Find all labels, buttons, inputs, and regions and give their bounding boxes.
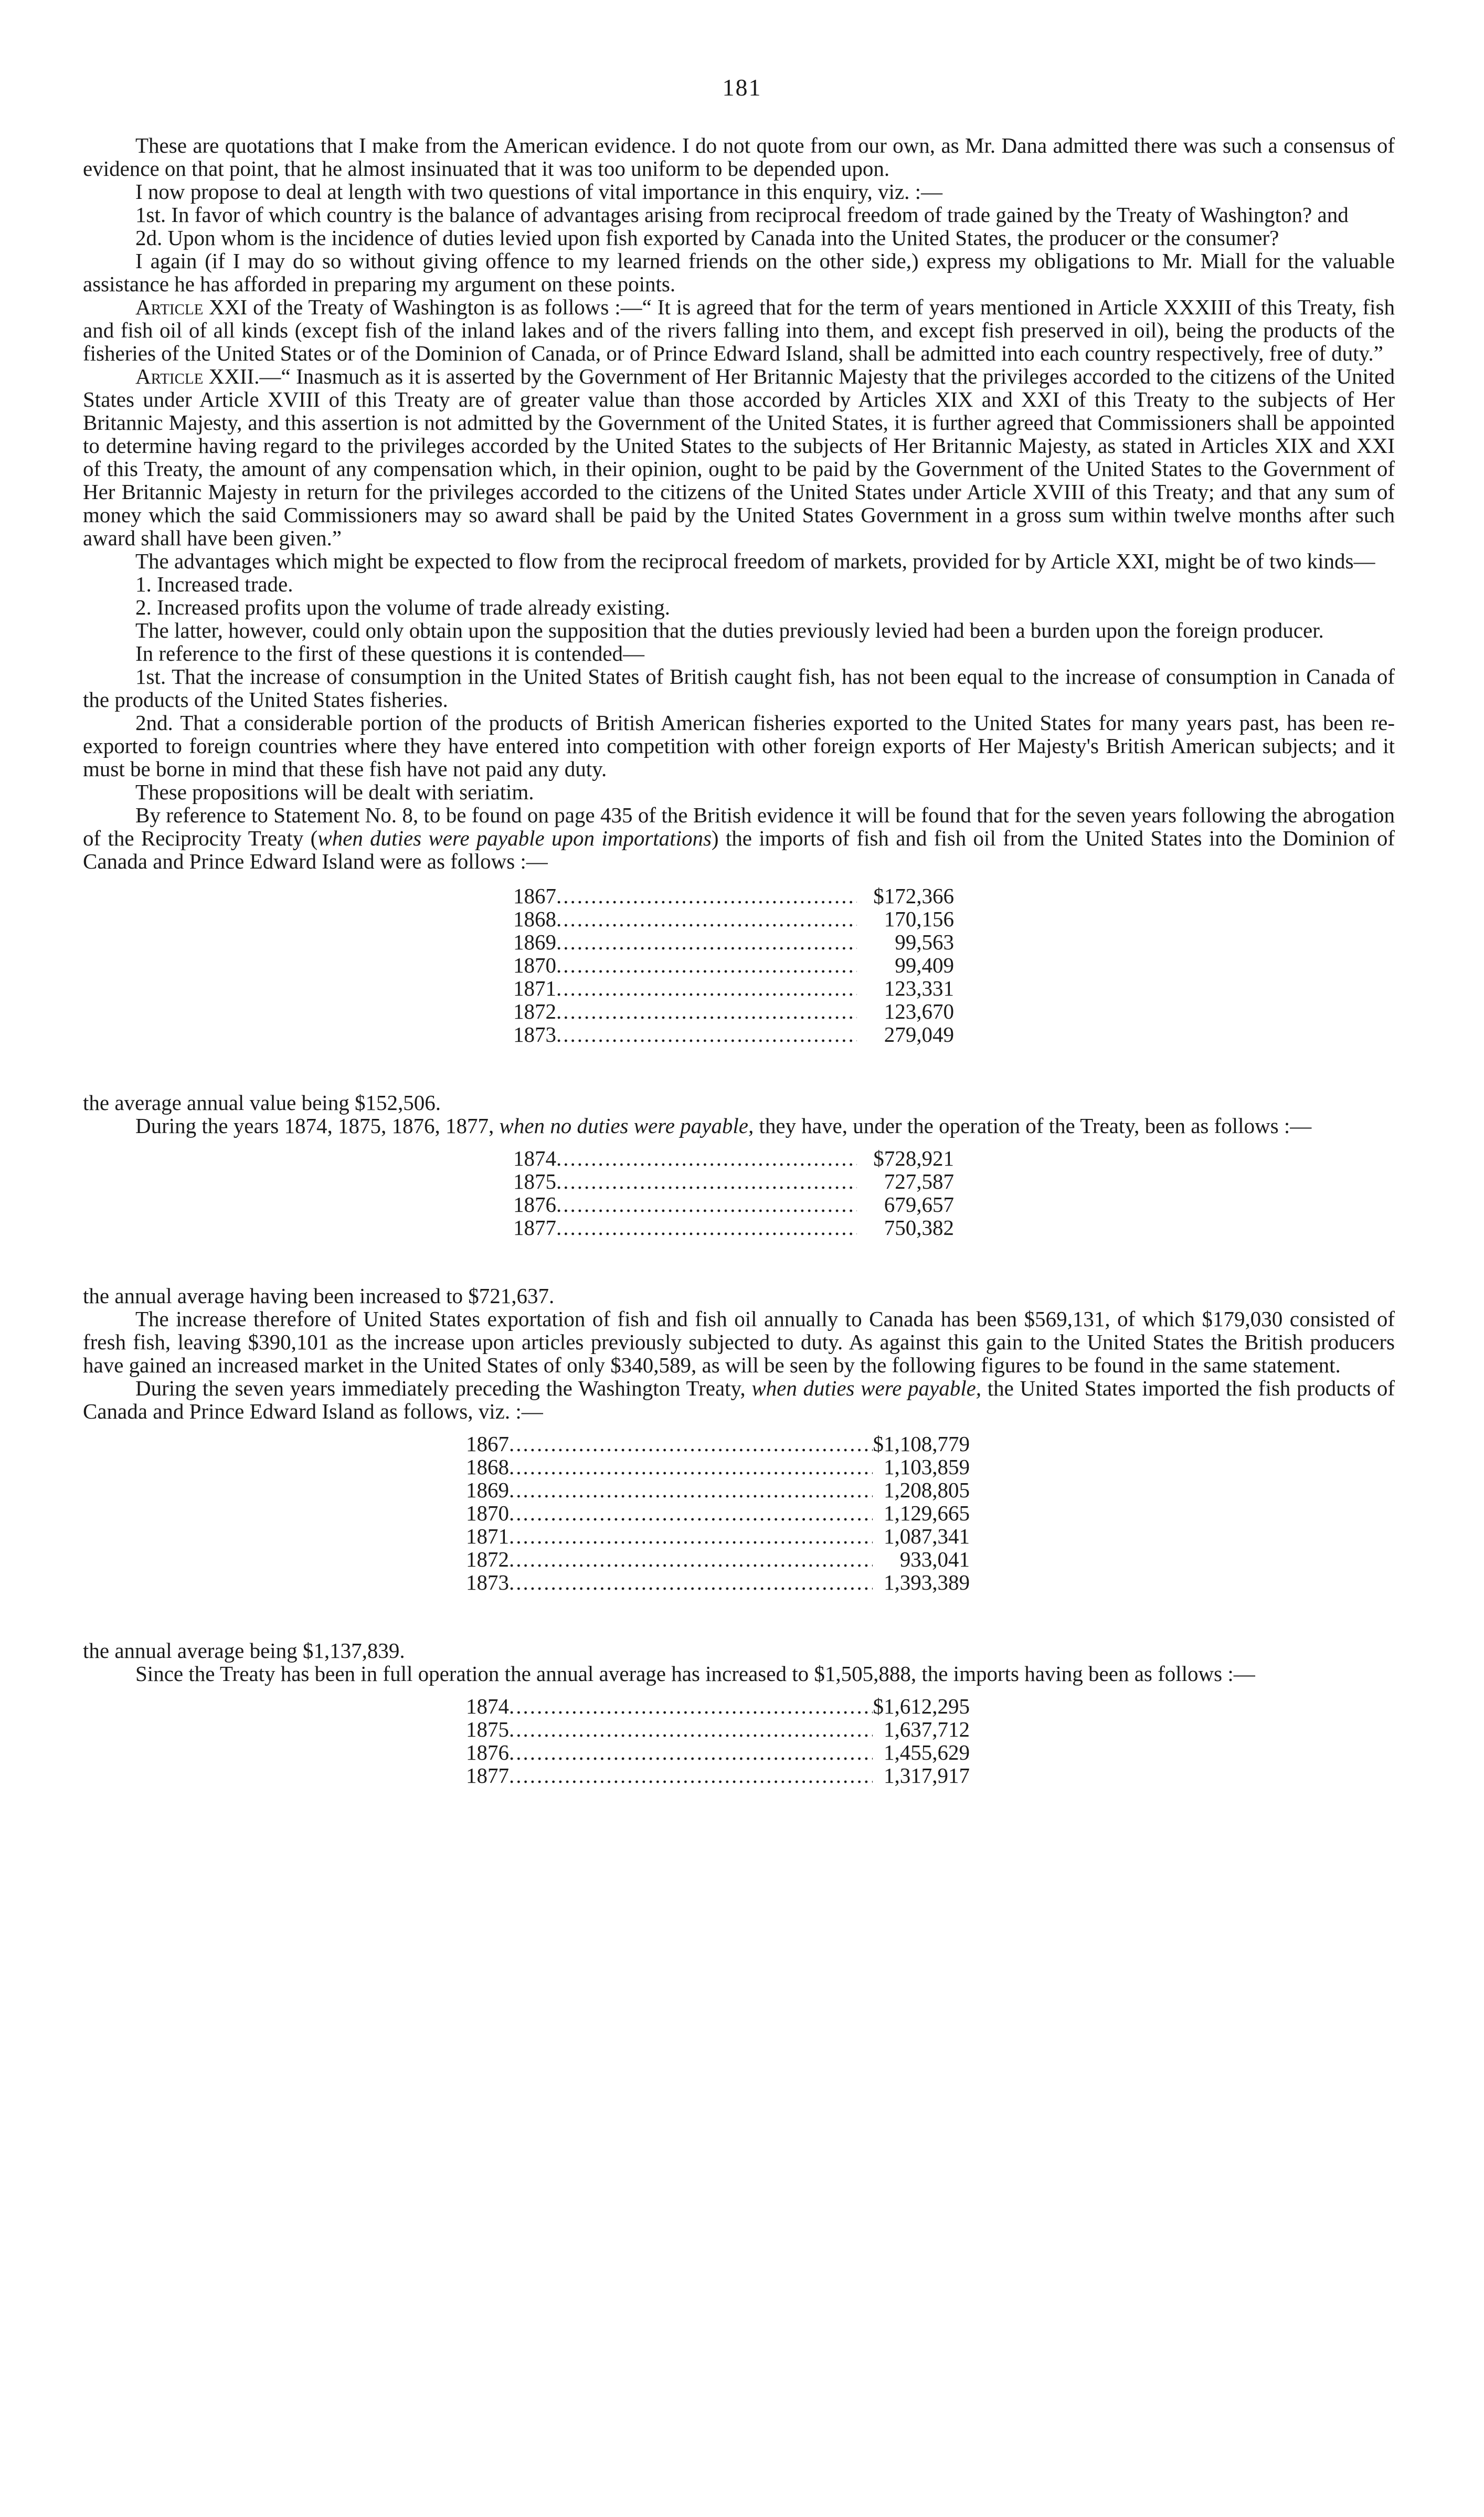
- leader-dots: [556, 1170, 857, 1193]
- year-cell: 1867: [513, 884, 556, 908]
- year-cell: 1872: [513, 999, 556, 1023]
- paragraph: By reference to Statement No. 8, to be found on page 435 of the British evidence it will be found that for the seven years following the abrogation of the Reciprocity Treaty (when duties were payable upon importations) the imports of fish and fish oil from the United States into the Dominion of Canada and Prince Edward Island were as follows :—: [83, 803, 1395, 873]
- value-cell: 1,637,712: [884, 1717, 970, 1741]
- value-cell: 1,103,859: [884, 1455, 970, 1479]
- year-cell: 1868: [513, 907, 556, 931]
- value-cell: 170,156: [884, 907, 954, 931]
- imports-table-1874-1877: [513, 1147, 954, 1239]
- leader-dots: [509, 1432, 873, 1455]
- leader-dots: [556, 884, 857, 907]
- table-row: [513, 884, 954, 907]
- year-cell: 1873: [466, 1570, 509, 1594]
- leader-dots: [509, 1571, 873, 1594]
- value-cell: 1,393,389: [884, 1570, 970, 1594]
- table-row: [466, 1695, 970, 1718]
- leader-dots: [556, 1193, 857, 1216]
- value-cell: 1,455,629: [884, 1740, 970, 1764]
- paragraph-text: of the Treaty of Washington is as follows :—“ It is agreed that for the term of years mentioned in Article XXXIII of this Treaty, fish and fish oil of all kinds (except fish of the inland lakes and of the rivers falling into them, and except fish preserved in oil), being the products of the fisheries of the United States or of the Dominion of Canada, or of Prince Edward Island, shall be admitted into each country respectively, free of duty.”: [83, 295, 1395, 365]
- paragraph: the annual average being $1,137,839.: [83, 1638, 405, 1663]
- table-row: [513, 1193, 954, 1216]
- leader-dots: [556, 930, 857, 954]
- value-cell: 1,208,805: [884, 1478, 970, 1502]
- paragraph: the annual average having been increased to $721,637.: [83, 1284, 555, 1308]
- paragraph: In reference to the first of these questions it is contended—: [135, 641, 645, 665]
- year-cell: 1875: [466, 1717, 509, 1741]
- leader-dots: [556, 1023, 857, 1046]
- table-row: [466, 1548, 970, 1571]
- year-cell: 1874: [513, 1146, 556, 1170]
- year-cell: 1870: [513, 953, 556, 977]
- paragraph: 1st. In favor of which country is the balance of advantages arising from reciprocal freedom of trade gained by the Treaty of Washington? and: [135, 203, 1349, 227]
- year-cell: 1870: [466, 1501, 509, 1525]
- table-row: [466, 1432, 970, 1455]
- leader-dots: [556, 1216, 857, 1239]
- value-cell: 727,587: [884, 1169, 954, 1193]
- leader-dots: [556, 907, 857, 930]
- paragraph: 2d. Upon whom is the incidence of duties levied upon fish exported by Canada into the United States, the producer or the consumer?: [135, 226, 1279, 250]
- paragraph: The advantages which might be expected to flow from the reciprocal freedom of markets, provided for by Article XXI, might be of two kinds—: [135, 549, 1375, 573]
- value-cell: 1,087,341: [884, 1524, 970, 1548]
- leader-dots: [509, 1741, 873, 1764]
- paragraph: [83, 365, 1395, 549]
- leader-dots: [509, 1455, 873, 1478]
- table-row: [466, 1501, 970, 1525]
- page-number: 181: [722, 74, 762, 101]
- paragraph: 2. Increased profits upon the volume of trade already existing.: [135, 595, 670, 619]
- value-cell: 123,331: [884, 976, 954, 1000]
- value-cell: 1,129,665: [884, 1501, 970, 1525]
- leader-dots: [509, 1718, 873, 1741]
- table-row: [466, 1478, 970, 1501]
- year-cell: 1876: [513, 1192, 556, 1217]
- leader-dots: [509, 1478, 873, 1501]
- value-cell: 279,049: [884, 1022, 954, 1046]
- leader-dots: [509, 1501, 873, 1525]
- value-cell: 99,409: [895, 953, 954, 977]
- table-row: [466, 1764, 970, 1787]
- year-cell: 1872: [466, 1547, 509, 1571]
- paragraph: the average annual value being $152,506.: [83, 1091, 441, 1115]
- table-row: [513, 1147, 954, 1170]
- table-row: [513, 907, 954, 930]
- paragraph: During the years 1874, 1875, 1876, 1877, when no duties were payable, they have, under the operation of the Treaty, been as follows :—: [135, 1114, 1312, 1138]
- paragraph: During the seven years immediately preceding the Washington Treaty, when duties were payable, the United States imported the fish products of Canada and Prince Edward Island as follows, viz. :—: [83, 1376, 1395, 1423]
- article-heading: Article XXII.: [135, 364, 260, 388]
- value-cell: $728,921: [873, 1146, 954, 1170]
- year-cell: 1874: [466, 1694, 509, 1718]
- us-imports-table-1874-1877: [466, 1695, 970, 1787]
- body-text: [83, 134, 1395, 1787]
- year-cell: 1871: [466, 1524, 509, 1548]
- leader-dots: [509, 1695, 873, 1718]
- table-row: [513, 954, 954, 977]
- value-cell: 1,317,917: [884, 1763, 970, 1788]
- us-imports-table-1867-1873: [466, 1432, 970, 1594]
- table-row: [513, 1023, 954, 1046]
- paragraph: I now propose to deal at length with two questions of vital importance in this enquiry, viz. :—: [135, 179, 942, 204]
- imports-table-1867-1873: [513, 884, 954, 1046]
- value-cell: 99,563: [895, 930, 954, 954]
- paragraph: The increase therefore of United States exportation of fish and fish oil annually to Canada has been $569,131, of which $179,030 consisted of fresh fish, leaving $390,101 as the increase upon articles previously subjected to duty. As against this gain to the United States the British producers have gained an increased market in the United States of only $340,589, as will be seen by the following figures to be found in the same statement.: [83, 1307, 1395, 1377]
- paragraph: These are quotations that I make from the American evidence. I do not quote from our own, as Mr. Dana admitted there was such a consensus of evidence on that point, that he almost insinuated that it was too uniform to be depended upon.: [83, 133, 1395, 181]
- paragraph: The latter, however, could only obtain upon the supposition that the duties previously levied had been a burden upon the foreign producer.: [135, 618, 1324, 642]
- table-row: [513, 1216, 954, 1239]
- year-cell: 1876: [466, 1740, 509, 1764]
- paragraph: Since the Treaty has been in full operation the annual average has increased to $1,505,888, the imports having been as follows :—: [135, 1662, 1255, 1686]
- year-cell: 1867: [466, 1432, 509, 1456]
- year-cell: 1873: [513, 1022, 556, 1046]
- value-cell: 933,041: [899, 1547, 970, 1571]
- year-cell: 1875: [513, 1169, 556, 1193]
- value-cell: $1,612,295: [873, 1694, 970, 1718]
- value-cell: $172,366: [873, 884, 954, 908]
- paragraph: [83, 295, 1395, 365]
- leader-dots: [556, 954, 857, 977]
- paragraph: 2nd. That a considerable portion of the products of British American fisheries exported to the United States for many years past, has been re-exported to foreign countries where they have entered into competition with other foreign exports of Her Majesty's British American subjects; and it must be borne in mind that these fish have not paid any duty.: [83, 711, 1395, 781]
- table-row: [513, 930, 954, 954]
- table-row: [513, 1170, 954, 1193]
- year-cell: 1877: [466, 1763, 509, 1788]
- leader-dots: [509, 1764, 873, 1787]
- leader-dots: [556, 977, 857, 1000]
- paragraph-text: —“ Inasmuch as it is asserted by the Government of Her Britannic Majesty that the privileges accorded to the citizens of the United States under Article XVIII of this Treaty are of greater value than those accorded by Articles XIX and XXI of this Treaty to the subjects of Her Britannic Majesty, and this assertion is not admitted by the Government of the United States, it is further agreed that Commissioners shall be appointed to determine having regard to the privileges accorded by the United States to the subjects of Her Britannic Majesty, as stated in Articles XIX and XXI of this Treaty, the amount of any compensation which, in their opinion, ought to be paid by the Government of the United States to the Government of Her Britannic Majesty in return for the privileges accorded to the citizens of the United States under Article XVIII of this Treaty; and that any sum of money which the said Commissioners may so award shall be paid by the United States Government in a gross sum within twelve months after such award shall have been given.”: [83, 364, 1395, 550]
- value-cell: 123,670: [884, 999, 954, 1023]
- table-row: [466, 1571, 970, 1594]
- value-cell: 679,657: [884, 1192, 954, 1217]
- leader-dots: [556, 1147, 857, 1170]
- article-heading: Article XXI: [135, 295, 248, 319]
- paragraph: 1st. That the increase of consumption in the United States of British caught fish, has not been equal to the increase of consumption in Canada of the products of the United States fisheries.: [83, 664, 1395, 712]
- table-row: [513, 977, 954, 1000]
- leader-dots: [556, 1000, 857, 1023]
- table-row: [513, 1000, 954, 1023]
- leader-dots: [509, 1548, 873, 1571]
- table-row: [466, 1525, 970, 1548]
- year-cell: 1877: [513, 1215, 556, 1240]
- value-cell: $1,108,779: [873, 1432, 970, 1456]
- table-row: [466, 1718, 970, 1741]
- paragraph: These propositions will be dealt with seriatim.: [135, 780, 534, 804]
- year-cell: 1871: [513, 976, 556, 1000]
- paragraph: 1. Increased trade.: [135, 572, 293, 596]
- table-row: [466, 1741, 970, 1764]
- value-cell: 750,382: [884, 1215, 954, 1240]
- paragraph: I again (if I may do so without giving offence to my learned friends on the other side,) express my obligations to Mr. Miall for the valuable assistance he has afforded in preparing my argument on these points.: [83, 249, 1395, 296]
- year-cell: 1868: [466, 1455, 509, 1479]
- leader-dots: [509, 1525, 873, 1548]
- year-cell: 1869: [466, 1478, 509, 1502]
- table-row: [466, 1455, 970, 1478]
- year-cell: 1869: [513, 930, 556, 954]
